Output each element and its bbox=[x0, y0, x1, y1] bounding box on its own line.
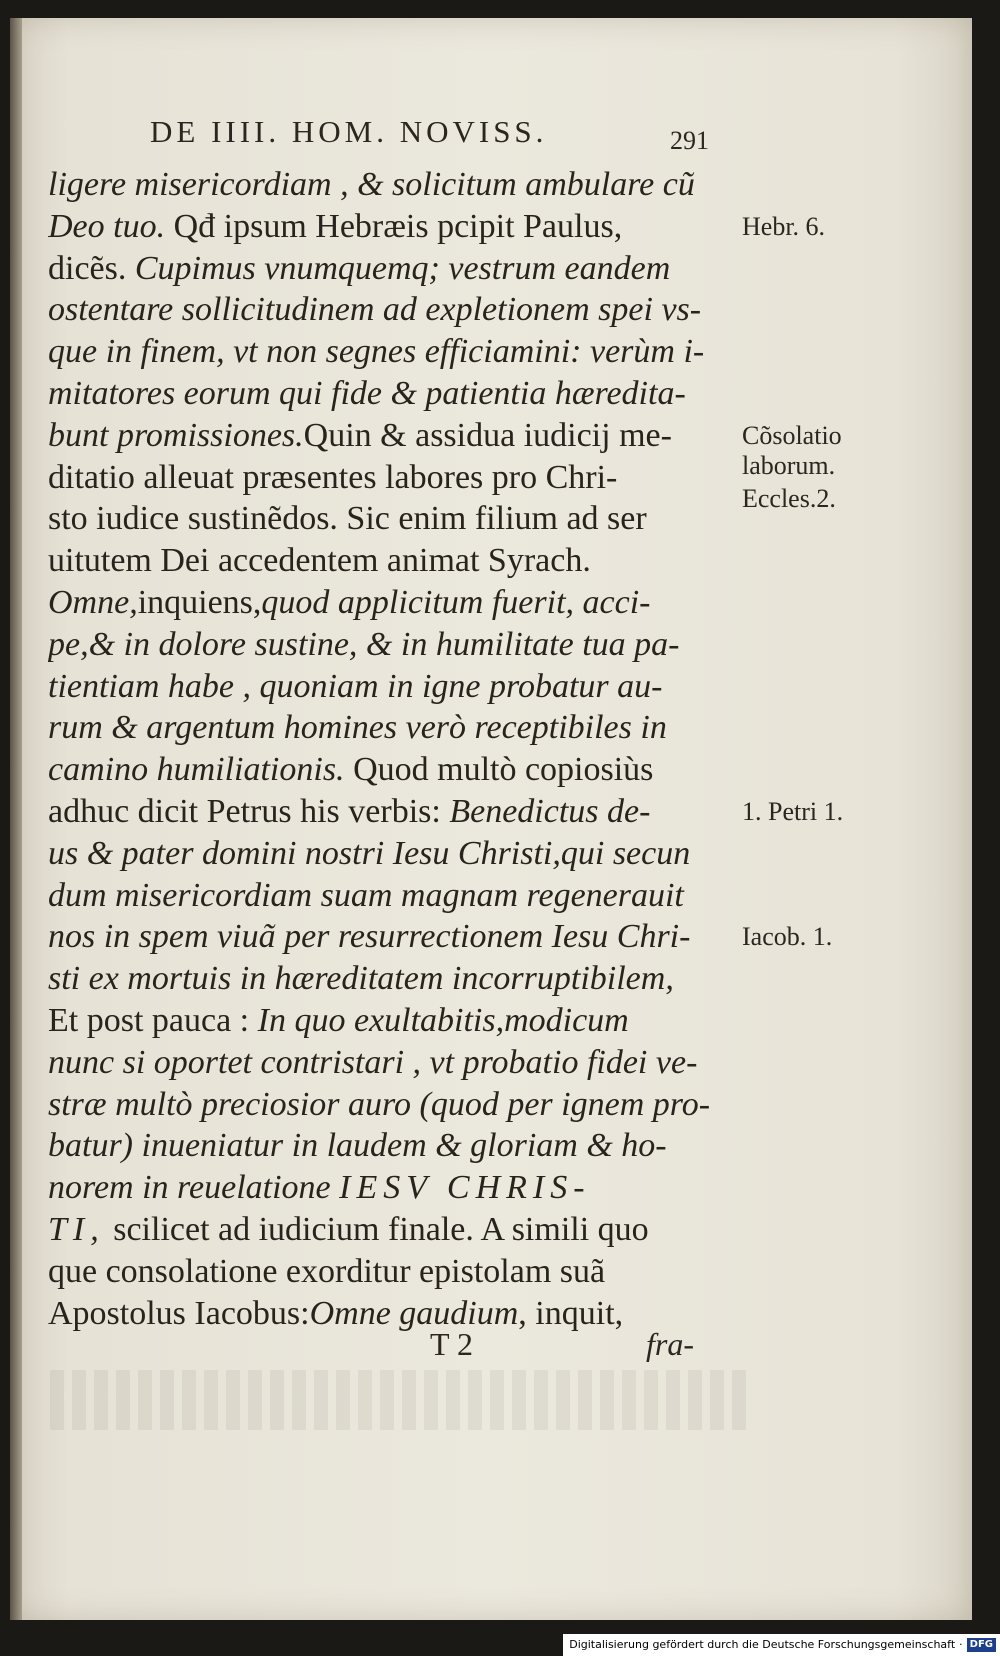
text-line bbox=[48, 958, 738, 1000]
text-line bbox=[48, 833, 738, 875]
text-run: Omne, bbox=[48, 583, 138, 621]
text-run: nos in spem viuã per resurrectionem Iesu Chri- bbox=[48, 918, 691, 956]
text-line bbox=[48, 582, 738, 624]
text-run: Et post pauca : bbox=[48, 1001, 258, 1039]
text-run: Deo tuo. bbox=[48, 207, 166, 245]
text-run: Omne gaudium bbox=[309, 1294, 519, 1332]
text-run: us & pater domini nostri Iesu Christi,qui secun bbox=[48, 834, 691, 872]
margin-note: Hebr. 6. bbox=[742, 211, 826, 241]
text-run: quod applicitum fuerit, acci- bbox=[261, 583, 651, 621]
text-run: Quin & assidua iudicij me- bbox=[303, 416, 672, 454]
text-line bbox=[48, 206, 738, 248]
text-line bbox=[48, 498, 738, 540]
text-run: bunt promissiones. bbox=[48, 416, 304, 454]
text-line bbox=[48, 415, 738, 457]
text-line bbox=[48, 248, 738, 290]
text-run: tientiam habe , quoniam in igne probatur au- bbox=[48, 667, 663, 705]
text-run: ligere misericordiam , & solicitum ambulare cũ bbox=[48, 166, 695, 203]
text-run: adhuc dicit Petrus his verbis: bbox=[48, 792, 450, 830]
text-run: In quo exultabitis,modicum bbox=[257, 1001, 629, 1039]
page-number: 291 bbox=[670, 126, 709, 155]
credit-text: Digitalisierung gefördert durch die Deutsche Forschungsgemeinschaft bbox=[569, 1638, 956, 1651]
text-run: ditatio alleuat præsentes labores pro Chri- bbox=[48, 458, 618, 496]
text-line bbox=[48, 666, 738, 708]
text-run: Benedictus de- bbox=[449, 792, 651, 830]
text-run: dum misericordiam suam magnam regenerauit bbox=[48, 876, 684, 914]
text-line bbox=[48, 624, 738, 666]
text-run: camino humiliationis. bbox=[48, 751, 345, 789]
text-line bbox=[48, 457, 738, 499]
text-line bbox=[48, 1084, 738, 1126]
text-run: norem in reuelatione bbox=[48, 1169, 340, 1207]
text-run: , inquit, bbox=[518, 1294, 624, 1332]
text-run: nunc si oportet contristari , vt probatio fidei ve- bbox=[48, 1043, 698, 1081]
text-run: uitutem Dei accedentem animat Syrach. bbox=[48, 542, 591, 580]
text-run: Qđ ipsum Hebræis pcipit Paulus, bbox=[165, 207, 623, 245]
text-line bbox=[48, 1125, 738, 1167]
text-run: sto iudice sustinẽdos. Sic enim filium ad ser bbox=[48, 500, 647, 538]
text-line bbox=[48, 1167, 738, 1209]
text-run: mitatores eorum qui fide & patientia hæredita- bbox=[48, 374, 686, 412]
running-head: DE IIII. HOM. NOVISS. bbox=[150, 114, 548, 149]
text-line bbox=[48, 1251, 738, 1293]
digitization-credit: Digitalisierung gefördert durch die Deutsche Forschungsgemeinschaft · DFG bbox=[563, 1634, 1000, 1656]
text-run: rum & argentum homines verò receptibiles in bbox=[48, 709, 667, 747]
text-line bbox=[48, 707, 738, 749]
text-run: Apostolus Iacobus: bbox=[48, 1294, 310, 1332]
main-text-block bbox=[48, 164, 738, 1334]
text-line bbox=[48, 164, 738, 206]
text-run: dicẽs. bbox=[48, 249, 135, 287]
text-run: que consolatione exorditur epistolam suã bbox=[48, 1252, 606, 1290]
text-line bbox=[48, 1042, 738, 1084]
text-line bbox=[48, 373, 738, 415]
text-run: inquiens, bbox=[137, 583, 262, 621]
text-run: batur) inueniatur in laudem & gloriam & ho- bbox=[48, 1127, 667, 1165]
text-line bbox=[48, 289, 738, 331]
text-line bbox=[48, 749, 738, 791]
text-run: que in finem, vt non segnes efficiamini: verùm i- bbox=[48, 333, 705, 371]
text-line bbox=[48, 331, 738, 373]
text-run: sti ex mortuis in hæreditatem incorruptibilem, bbox=[48, 960, 674, 998]
catchword: fra- bbox=[646, 1326, 694, 1362]
text-line bbox=[48, 875, 738, 917]
text-line bbox=[48, 1000, 738, 1042]
text-run: Quod multò copiosiùs bbox=[344, 751, 654, 789]
margin-note: Cõsolatio laborum. bbox=[742, 420, 842, 480]
text-run: IESV CHRIS- bbox=[339, 1169, 591, 1207]
show-through-bleed bbox=[50, 1370, 750, 1430]
margin-note: 1. Petri 1. bbox=[742, 797, 844, 826]
text-run: Cupimus vnumquemq; vestrum eandem bbox=[134, 249, 671, 287]
book-page bbox=[10, 18, 972, 1620]
dfg-logo-icon: DFG bbox=[967, 1638, 996, 1652]
margin-note: Eccles.2. bbox=[742, 483, 836, 513]
text-run: stræ multò preciosior auro (quod per ignem pro- bbox=[48, 1085, 711, 1123]
signature-mark: T 2 bbox=[430, 1326, 473, 1362]
margin-note: Iacob. 1. bbox=[742, 922, 833, 952]
text-run: scilicet ad iudicium finale. A simili quo bbox=[104, 1210, 649, 1248]
book-spine-shadow bbox=[10, 18, 22, 1620]
text-line bbox=[48, 540, 738, 582]
text-line bbox=[48, 1209, 738, 1251]
text-line bbox=[48, 791, 738, 833]
text-run: TI, bbox=[48, 1210, 105, 1248]
text-run: pe,& in dolore sustine, & in humilitate tua pa- bbox=[48, 625, 680, 663]
text-line bbox=[48, 1293, 738, 1335]
text-line bbox=[48, 916, 738, 958]
text-run: ostentare sollicitudinem ad expletionem spei vs- bbox=[48, 291, 702, 329]
